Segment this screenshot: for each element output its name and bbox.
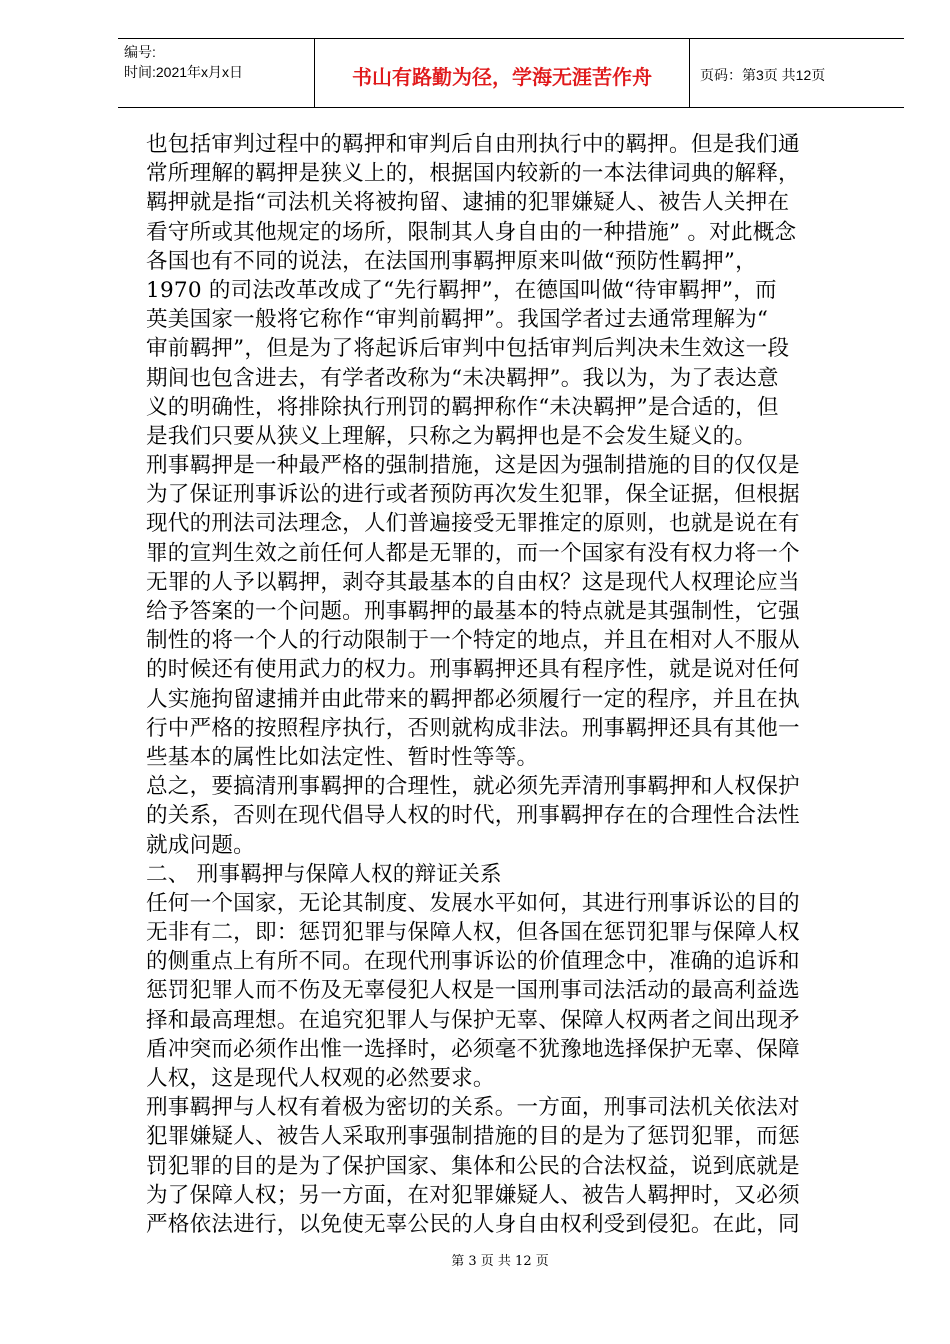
header-page-cell (690, 39, 904, 107)
page-footer: 第 3 页 共 12 页 (451, 1254, 549, 1269)
body-line: 任何一个国家，无论其制度、发展水平如何，其进行刑事诉讼的目的 (146, 890, 800, 916)
body-line: 现代的刑法司法理念，人们普遍接受无罪推定的原则，也就是说在有 (146, 511, 800, 537)
body-line: 给予答案的一个问题。刑事羁押的最基本的特点就是其强制性，它强 (146, 599, 800, 624)
body-line: 英美国家一般将它称作“审判前羁押”。我国学者过去通常理解为“ (146, 307, 769, 333)
body-line: 行中严格的按照程序执行，否则就构成非法。刑事羁押还具有其他一 (146, 715, 800, 741)
body-line: 无罪的人予以羁押，剥夺其最基本的自由权？这是现代人权理论应当 (146, 569, 800, 595)
body-line: 羁押就是指“司法机关将被拘留、逮捕的犯罪嫌疑人、被告人关押在 (146, 190, 790, 216)
body-line: 的时候还有使用武力的权力。刑事羁押还具有程序性，就是说对任何 (146, 657, 800, 683)
body-line: 的侧重点上有所不同。在现代刑事诉讼的价值理念中，准确的追诉和 (146, 949, 800, 975)
body-line: 严格依法进行，以免使无辜公民的人身自由权利受到侵犯。在此，同 (146, 1211, 800, 1237)
number-label: 编号: (124, 44, 156, 60)
body-line: 二、 刑事羁押与保障人权的辩证关系 (146, 861, 502, 887)
header-meta-cell (118, 39, 315, 107)
body-line: 是我们只要从狭义上理解，只称之为羁押也是不会发生疑义的。 (146, 423, 757, 449)
body-line: 些基本的属性比如法定性、暂时性等等。 (146, 744, 539, 770)
body-line: 刑事羁押与人权有着极为密切的关系。一方面，刑事司法机关依法对 (146, 1095, 800, 1121)
body-line: 常所理解的羁押是狭义上的，根据国内较新的一本法律词典的解释， (146, 161, 800, 187)
body-line: 择和最高理想。在追究犯罪人与保护无辜、保障人权两者之间出现矛 (146, 1007, 800, 1033)
body-line: 的关系，否则在现代倡导人权的时代，刑事羁押存在的合理性合法性 (146, 803, 800, 829)
body-line: 也包括审判过程中的羁押和审判后自由刑执行中的羁押。但是我们通 (146, 132, 800, 157)
body-line: 无非有二，即：惩罚犯罪与保障人权，但各国在惩罚犯罪与保障人权 (146, 920, 800, 946)
document-header (118, 38, 904, 108)
body-line: 盾冲突而必须作出惟一选择时，必须毫不犹豫地选择保护无辜、保障 (146, 1036, 800, 1062)
body-line: 犯罪嫌疑人、被告人采取刑事强制措施的目的是为了惩罚犯罪，而惩 (146, 1124, 800, 1150)
motto-text: 书山有路勤为径，学海无涯苦作舟 (352, 65, 652, 89)
time-label: 时间:2021年x月x日 (124, 64, 244, 80)
body-line: 期间也包含进去，有学者改称为“未决羁押”。我以为，为了表达意 (146, 365, 779, 391)
body-line: 各国也有不同的说法，在法国刑事羁押原来叫做“预防性羁押”， (146, 248, 757, 274)
body-line: 惩罚犯罪人而不伤及无辜侵犯人权是一国刑事司法活动的最高利益选 (146, 978, 800, 1004)
body-line: 罚犯罪的目的是为了保护国家、集体和公民的合法权益，说到底就是 (146, 1153, 800, 1179)
body-line: 审前羁押”，但是为了将起诉后审判中包括审判后判决未生效这一段 (146, 336, 790, 362)
body-line: 总之，要搞清刑事羁押的合理性，就必须先弄清刑事羁押和人权保护 (146, 774, 800, 800)
body-line: 为了保障人权；另一方面，在对犯罪嫌疑人、被告人羁押时，又必须 (146, 1182, 800, 1208)
body-line: 人实施拘留逮捕并由此带来的羁押都必须履行一定的程序，并且在执 (146, 686, 800, 712)
body-line: 制性的将一个人的行动限制于一个特定的地点，并且在相对人不服从 (146, 628, 800, 654)
body-line: 刑事羁押是一种最严格的强制措施，这是因为强制措施的目的仅仅是 (146, 453, 800, 479)
header-motto-cell (315, 39, 690, 107)
document-body (146, 130, 866, 1239)
body-line: 为了保证刑事诉讼的进行或者预防再次发生犯罪，保全证据，但根据 (146, 482, 800, 508)
body-line: 就成问题。 (146, 832, 255, 858)
page-number-label: 页码：第3页 共12页 (700, 67, 826, 83)
body-line: 看守所或其他规定的场所，限制其人身自由的一种措施” 。对此概念 (146, 219, 797, 245)
body-line: 人权，这是现代人权观的必然要求。 (146, 1066, 495, 1091)
body-line: 义的明确性，将排除执行刑罚的羁押称作“未决羁押”是合适的，但 (146, 394, 779, 420)
body-line: 1970 的司法改革改成了“先行羁押”，在德国叫做“待审羁押”，而 (146, 277, 777, 303)
body-line: 罪的宣判生效之前任何人都是无罪的，而一个国家有没有权力将一个 (146, 540, 800, 566)
